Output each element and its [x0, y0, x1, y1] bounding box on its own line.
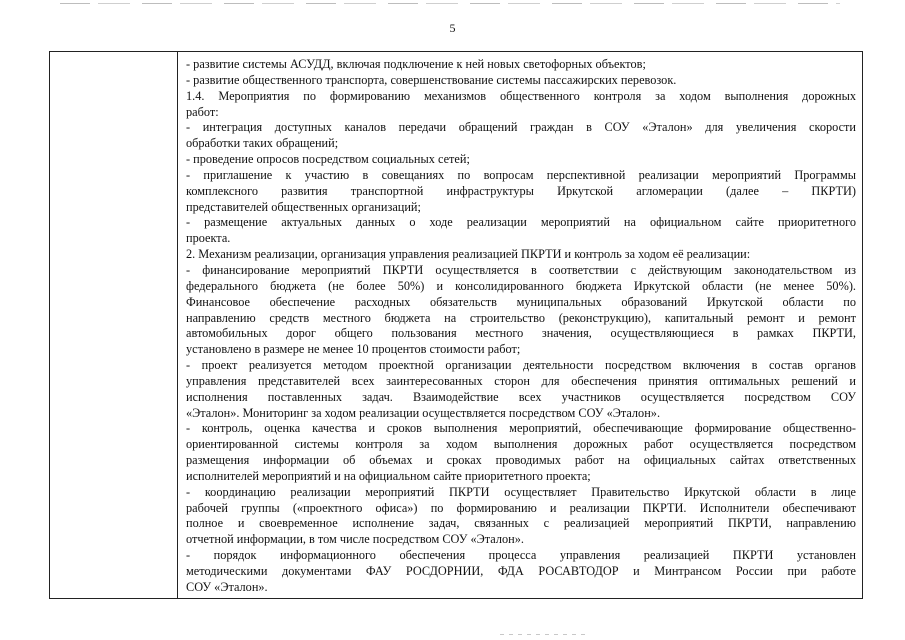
table-left-column [50, 52, 178, 598]
text-line: установлено в размере не менее 10 процентов стоимости работ; [186, 342, 521, 357]
text-line: - приглашение к участию в совещаниях по вопросам перспективной реализации мероприятий Программы [186, 167, 856, 182]
text-line: - развитие системы АСУДД, включая подключение к ней новых светофорных объектов; [186, 57, 646, 71]
document-table [49, 51, 863, 599]
text-line: - проведение опросов посредством социальных сетей; [186, 152, 470, 167]
text-line: 1.4. Мероприятия по формированию механизмов общественного контроля за ходом выполнения дорожных [186, 88, 856, 103]
text-line: «Эталон». Мониторинг за ходом реализации осуществляется посредством СОУ «Эталон». [186, 405, 661, 420]
text-line: направлению средств местного бюджета на строительство (реконструкцию), капитальный ремонт и ремонт [186, 310, 856, 325]
text-line: методическими документами ФАУ РОСДОРНИИ, ФДА РОСАВТОДОР и Минтрансом России при работе [186, 564, 856, 578]
text-line: представителей общественных организаций; [186, 199, 421, 214]
text-line: федерального бюджета (не более 50%) и консолидированного бюджета Иркутской области (не менее 50%). [186, 278, 856, 293]
text-line: - координацию реализации мероприятий ПКРТИ осуществляет Правительство Иркутской области в лице [186, 484, 856, 499]
text-line: ориентированной системы контроля за ходом выполнения дорожных работ осуществляется посредством [186, 437, 856, 452]
table-content-column [178, 52, 862, 596]
text-line: - интеграция доступных каналов передачи обращений граждан в СОУ «Эталон» для увеличения скорости [186, 120, 856, 135]
text-line: работ: [186, 104, 219, 119]
text-line: управления представителей всех заинтересованных сторон для обеспечения принятия оптимальных решений и [186, 373, 856, 388]
text-line: - порядок информационного обеспечения процесса управления реализацией ПКРТИ установлен [186, 548, 856, 563]
text-line: - финансирование мероприятий ПКРТИ осуществляется в соответствии с действующим законодательством из [186, 262, 856, 277]
text-line: исполнителей мероприятий и на официальном сайте приоритетного проекта; [186, 468, 591, 483]
text-line: рабочей группы («проектного офиса») по формированию и реализации ПКРТИ. Исполнители обеспечивают [186, 500, 856, 515]
text-line: - контроль, оценка качества и сроков выполнения мероприятий, обеспечивающие формирование общественно- [186, 421, 856, 436]
text-line: - развитие общественного транспорта, совершенствование системы пассажирских перевозок. [186, 72, 677, 87]
text-line: проекта. [186, 231, 231, 246]
text-line: - размещение актуальных данных о ходе реализации мероприятий на официальном сайте приоритетного [186, 215, 856, 230]
page-number: 5 [449, 21, 456, 35]
text-line: обработки таких обращений; [186, 136, 339, 151]
text-line: Финансовое обеспечение расходных обязательств муниципальных образований Иркутской области по [186, 294, 856, 309]
text-line: исполнения поставленных задач. Взаимодействие всех участников осуществляется посредством СОУ [186, 389, 856, 404]
text-line: отчетной информации, в том числе посредством СОУ «Эталон». [186, 532, 524, 547]
scan-artifact-bottom [500, 634, 590, 635]
text-line: комплексного развития транспортной инфраструктуры Иркутской агломерации (далее – ПКРТИ) [186, 183, 856, 198]
text-line: СОУ «Эталон». [186, 579, 268, 594]
text-line: автомобильных дорог общего пользования местного значения, осуществляющиеся в рамках ПКРТИ, [186, 326, 856, 341]
scan-artifact-top [60, 3, 840, 4]
text-line: - проект реализуется методом проектной организации деятельности посредством включения в состав органов [186, 358, 856, 373]
text-line: размещения информации об объемах и сроках проводимых работ на официальных сайтах ответственных [186, 453, 856, 468]
text-line: 2. Механизм реализации, организация управления реализацией ПКРТИ и контроль за ходом её реализации: [186, 247, 751, 262]
text-line: полное и своевременное исполнение задач, связанных с реализацией мероприятий ПКРТИ, направлению [186, 516, 856, 531]
